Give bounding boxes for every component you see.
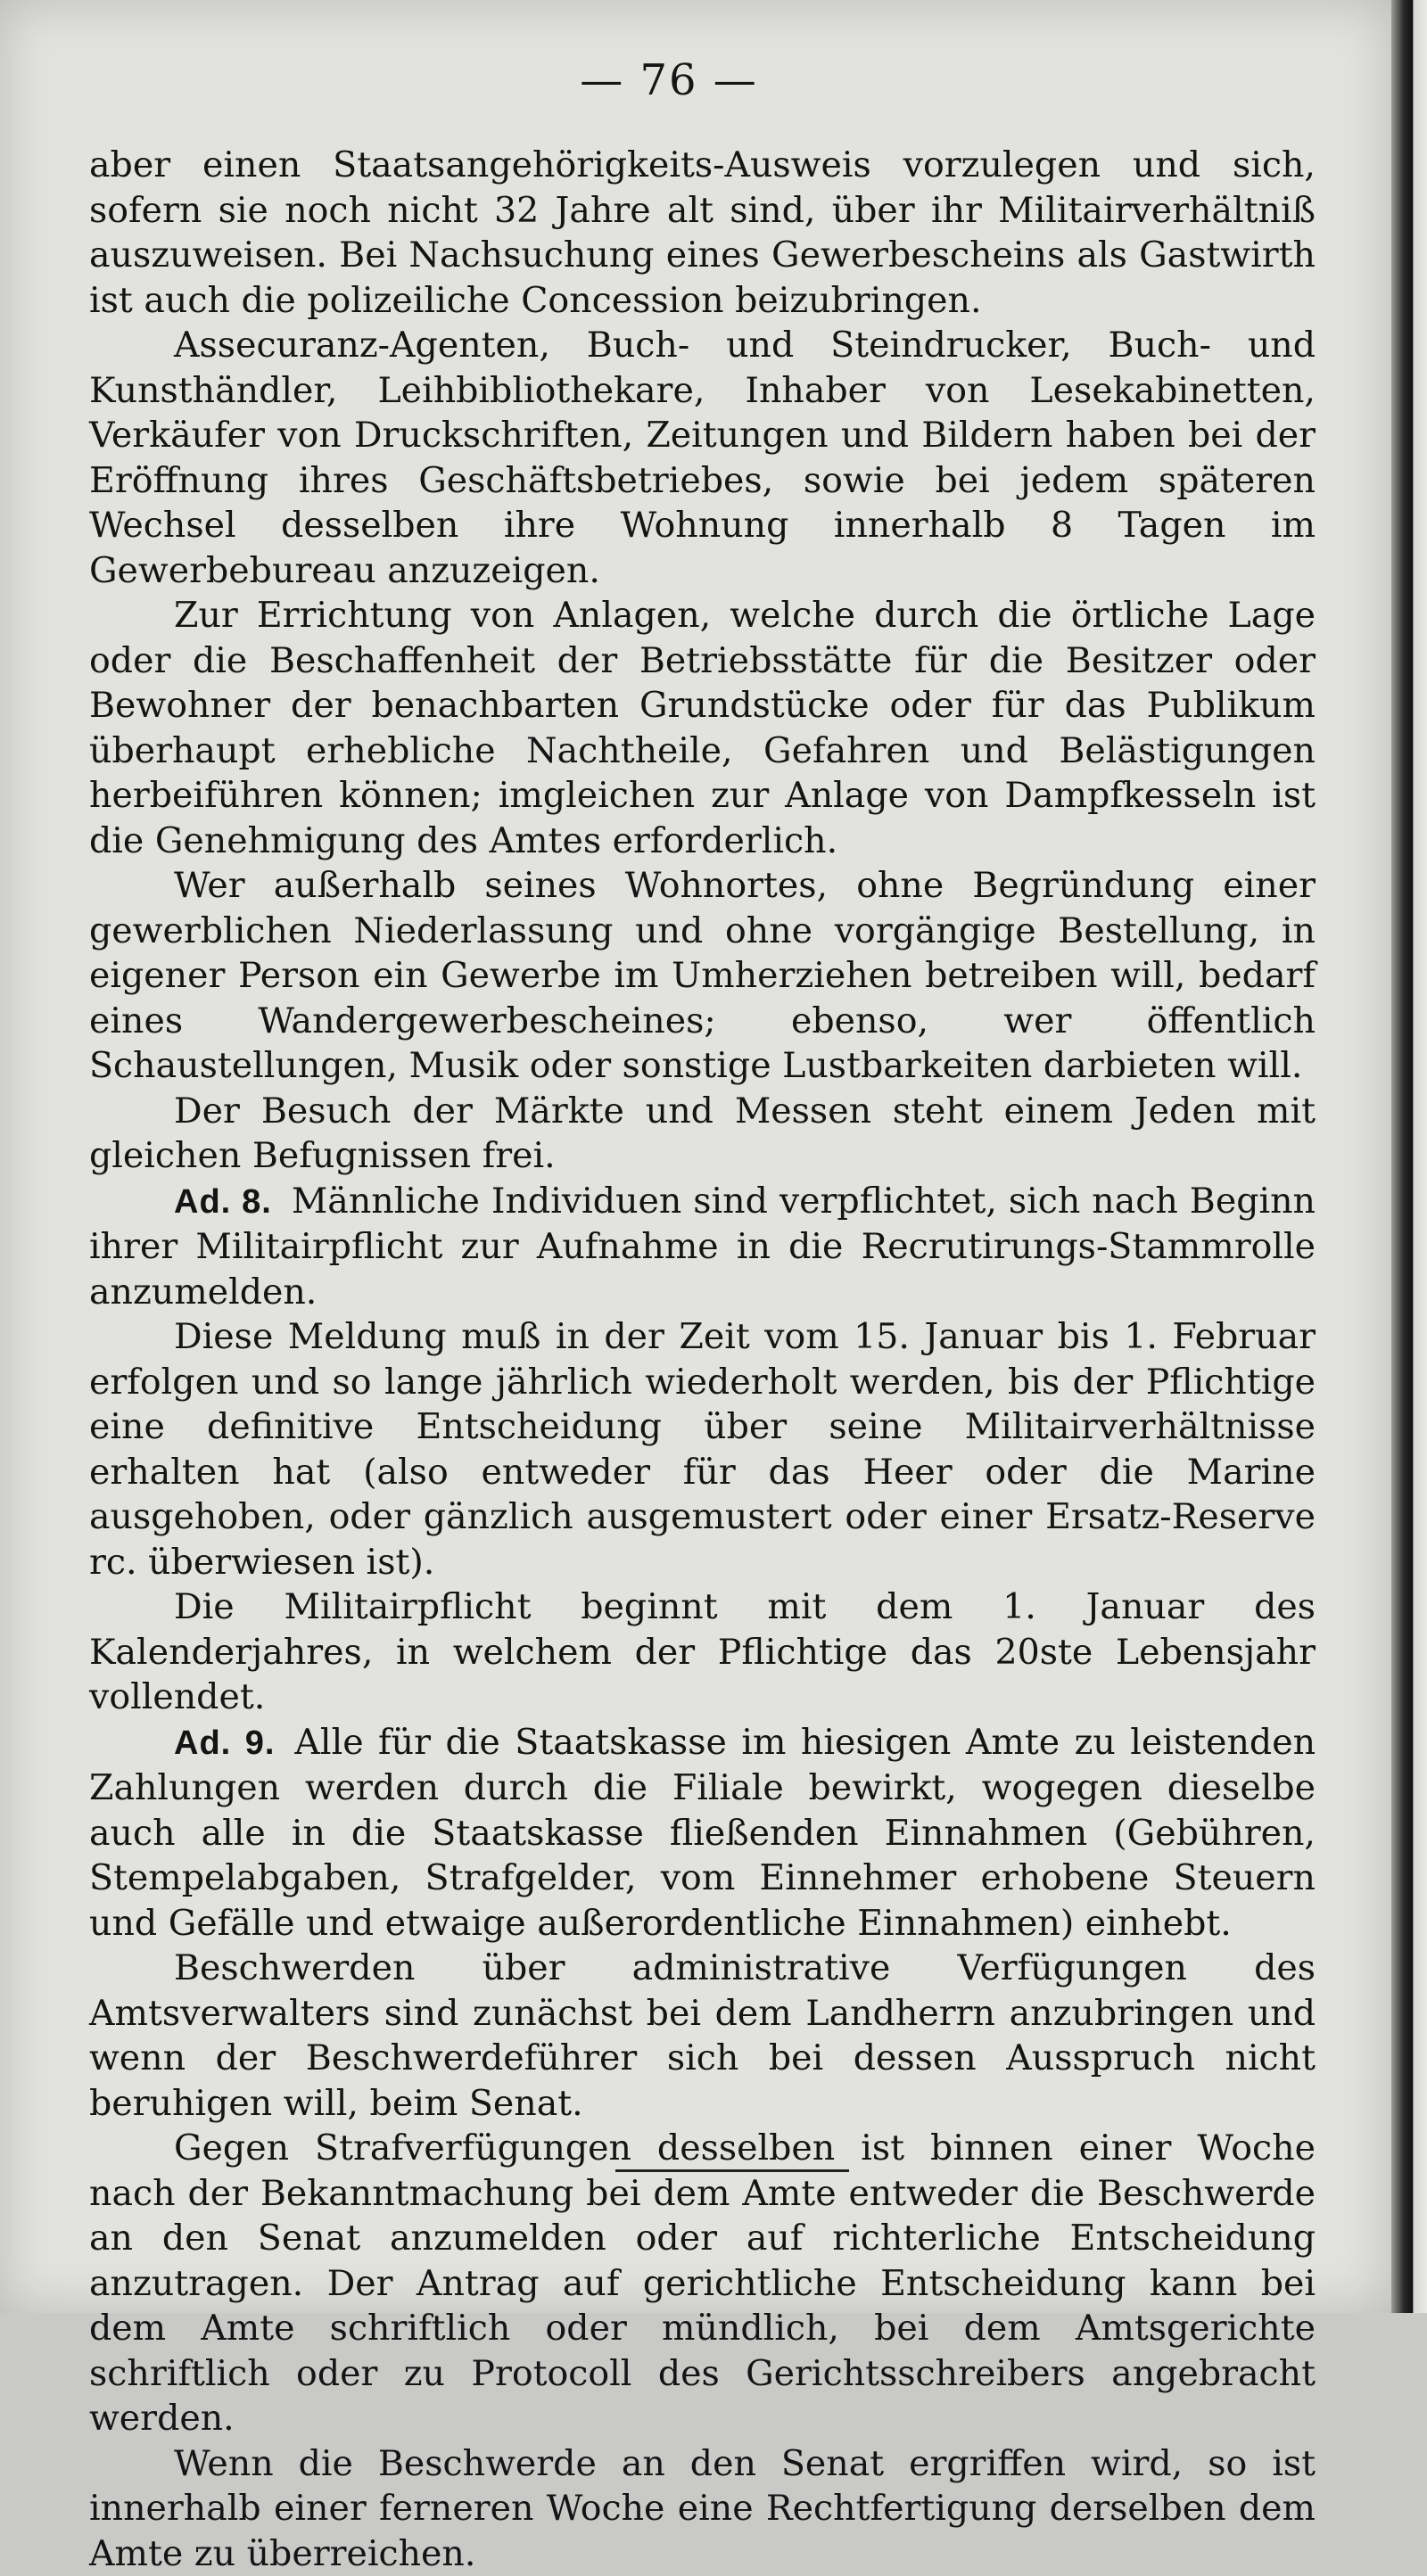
paragraph-penalty-appeals: Gegen Strafverfügungen desselben ist binnen einer Woche nach der Bekanntmachung bei dem Amte entweder die Beschwerde an den Senat anzumelden oder auf richterliche Entscheidung anzutragen. Der Antrag auf gerichtliche Entscheidung kann bei dem Amte schriftlich oder mündlich, bei dem Amtsgerichte schriftlich oder zu Protocoll des Gerichtsschreibers angebracht werden. xyxy=(89,2126,1316,2441)
section-ad-9-text: Alle für die Staatskasse im hiesigen Amte zu leistenden Zahlungen werden durch die Filiale bewirkt, wogegen dieselbe auch alle in die Staatskasse fließenden Einnahmen (Gebühren, Stempelabgaben, Strafgelder, vom Einnehmer erhobene Steuern und Gefälle und etwaige außerordentliche Einnahmen) einhebt. xyxy=(89,1722,1316,1944)
page-binding-edge xyxy=(1391,0,1427,2313)
section-ad-9-label: Ad. 9. xyxy=(174,1724,275,1762)
paragraph-facility-permits: Zur Errichtung von Anlagen, welche durch die örtliche Lage oder die Beschaffenheit der Betriebsstätte für die Besitzer oder Bewohner der benachbarten Grundstücke oder für das Publikum überhaupt erhebliche Nachtheile, Gefahren und Belästigungen herbeiführen können; imgleichen zur Anlage von Dampfkesseln ist die Genehmigung des Amtes erforderlich. xyxy=(89,593,1316,863)
paragraph-itinerant-trade: Wer außerhalb seines Wohnortes, ohne Begründung einer gewerblichen Niederlassung und ohne vorgängige Bestellung, in eigener Person ein Gewerbe im Umherziehen betreiben will, bedarf eines Wandergewerbescheines; ebenso, wer öffentlich Schaustellungen, Musik oder sonstige Lustbarkeiten darbieten will. xyxy=(89,863,1316,1089)
paragraph-citizenship-proof: aber einen Staatsangehörigkeits-Ausweis vorzulegen und sich, sofern sie noch nicht 32 Jahre alt sind, über ihr Militairverhältniß auszuweisen. Bei Nachsuchung eines Gewerbescheins als Gastwirth ist auch die polizeiliche Concession beizubringen. xyxy=(89,143,1316,323)
section-ad-9 xyxy=(89,1720,1316,1946)
paragraph-military-duty-start: Die Militairpflicht beginnt mit dem 1. Januar des Kalenderjahres, in welchem der Pflichtige das 20ste Lebensjahr vollendet. xyxy=(89,1584,1316,1720)
section-ad-8-text: Männliche Individuen sind verpflichtet, sich nach Beginn ihrer Militairpflicht zur Aufnahme in die Recrutirungs-Stammrolle anzumelden. xyxy=(89,1181,1316,1313)
paragraph-agents-registration: Assecuranz-Agenten, Buch- und Steindrucker, Buch- und Kunsthändler, Leihbibliothekare, Inhaber von Lesekabinetten, Verkäufer von Druckschriften, Zeitungen und Bildern haben bei der Eröffnung ihres Geschäftsbetriebes, sowie bei jedem späteren Wechsel desselben ihre Wohnung innerhalb 8 Tagen im Gewerbebureau anzuzeigen. xyxy=(89,323,1316,593)
paragraph-markets: Der Besuch der Märkte und Messen steht einem Jeden mit gleichen Befugnissen frei. xyxy=(89,1089,1316,1179)
section-ad-8-label: Ad. 8. xyxy=(174,1183,272,1221)
paragraph-complaints: Beschwerden über administrative Verfügungen des Amtsverwalters sind zunächst bei dem Landherrn anzubringen und wenn der Beschwerdeführer sich bei dessen Ausspruch nicht beruhigen will, beim Senat. xyxy=(89,1946,1316,2126)
page-body xyxy=(89,143,1316,2576)
paragraph-registration-period: Diese Meldung muß in der Zeit vom 15. Januar bis 1. Februar erfolgen und so lange jährlich wiederholt werden, bis der Pflichtige eine definitive Entscheidung über seine Militairverhältnisse erhalten hat (also entweder für das Heer oder die Marine ausgehoben, oder gänzlich ausgemustert oder einer Ersatz-Reserve rc. überwiesen ist). xyxy=(89,1314,1316,1584)
page-number: — 76 — xyxy=(0,55,1338,105)
section-ad-8 xyxy=(89,1179,1316,1315)
paragraph-justification-deadline: Wenn die Beschwerde an den Senat ergriffen wird, so ist innerhalb einer ferneren Woche eine Rechtfertigung derselben dem Amte zu überreichen. xyxy=(89,2441,1316,2576)
closing-rule xyxy=(615,2169,849,2172)
